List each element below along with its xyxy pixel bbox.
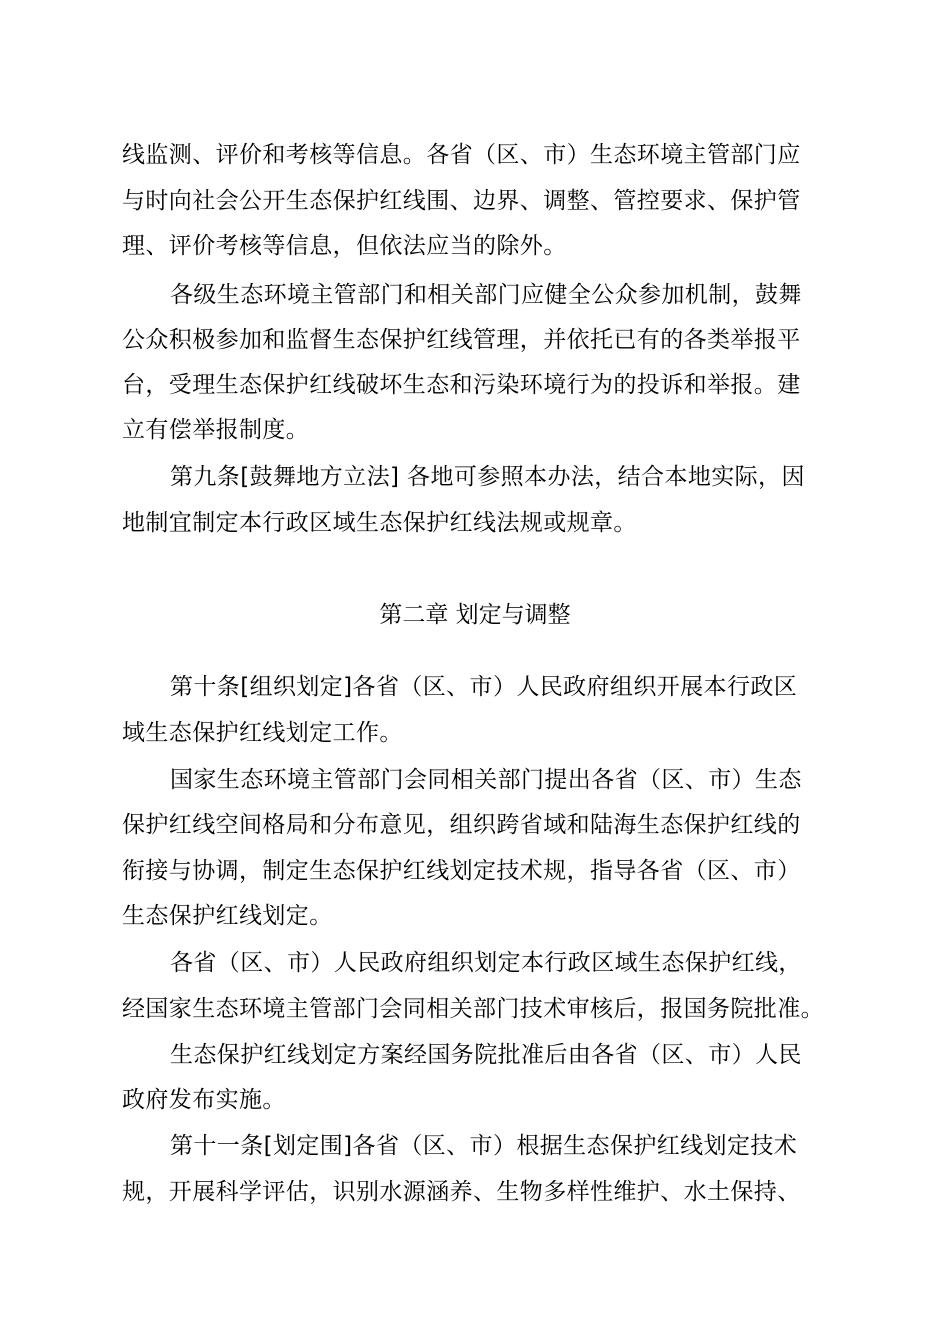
text-line: 地制宜制定本行政区域生态保护红线法规或规章。: [122, 510, 637, 536]
text-line: 第十条[组织划定]各省（区、市）人民政府组织开展本行政区: [170, 674, 798, 700]
text-line: 与时向社会公开生态保护红线围、边界、调整、管控要求、保护管: [122, 188, 801, 214]
text-line: 保护红线空间格局和分布意见，组织跨省域和陆海生态保护红线的: [122, 812, 801, 838]
text-line: 线监测、评价和考核等信息。各省（区、市）生态环境主管部门应: [122, 142, 801, 168]
text-line: 第十一条[划定围]各省（区、市）根据生态保护红线划定技术: [170, 1133, 798, 1159]
text-line: 各级生态环境主管部门和相关部门应健全公众参加机制，鼓舞: [170, 282, 802, 308]
chapter-title: 第二章 划定与调整: [379, 602, 571, 628]
text-line: 第九条[鼓舞地方立法] 各地可参照本办法，结合本地实际，因: [170, 464, 805, 490]
text-line: 各省（区、市）人民政府组织划定本行政区域生态保护红线，: [170, 950, 802, 976]
text-line: 域生态保护红线划定工作。: [122, 720, 403, 746]
text-line: 衔接与协调，制定生态保护红线划定技术规，指导各省（区、市）: [122, 858, 801, 884]
text-line: 国家生态环境主管部门会同相关部门提出各省（区、市）生态: [170, 767, 802, 793]
text-line: 台，受理生态保护红线破坏生态和污染环境行为的投诉和举报。建: [122, 372, 801, 398]
text-line: 立有偿举报制度。: [122, 417, 310, 443]
text-line: 经国家生态环境主管部门会同相关部门技术审核后，报国务院批准。: [122, 996, 824, 1022]
text-line: 公众积极参加和监督生态保护红线管理，并依托已有的各类举报平: [122, 327, 801, 353]
text-line: 政府发布实施。: [122, 1087, 286, 1113]
text-line: 规，开展科学评估，识别水源涵养、生物多样性维护、水土保持、: [122, 1179, 801, 1205]
text-line: 理、评价考核等信息，但依法应当的除外。: [122, 233, 567, 259]
text-line: 生态保护红线划定。: [122, 903, 333, 929]
text-line: 生态保护红线划定方案经国务院批准后由各省（区、市）人民: [170, 1042, 802, 1068]
